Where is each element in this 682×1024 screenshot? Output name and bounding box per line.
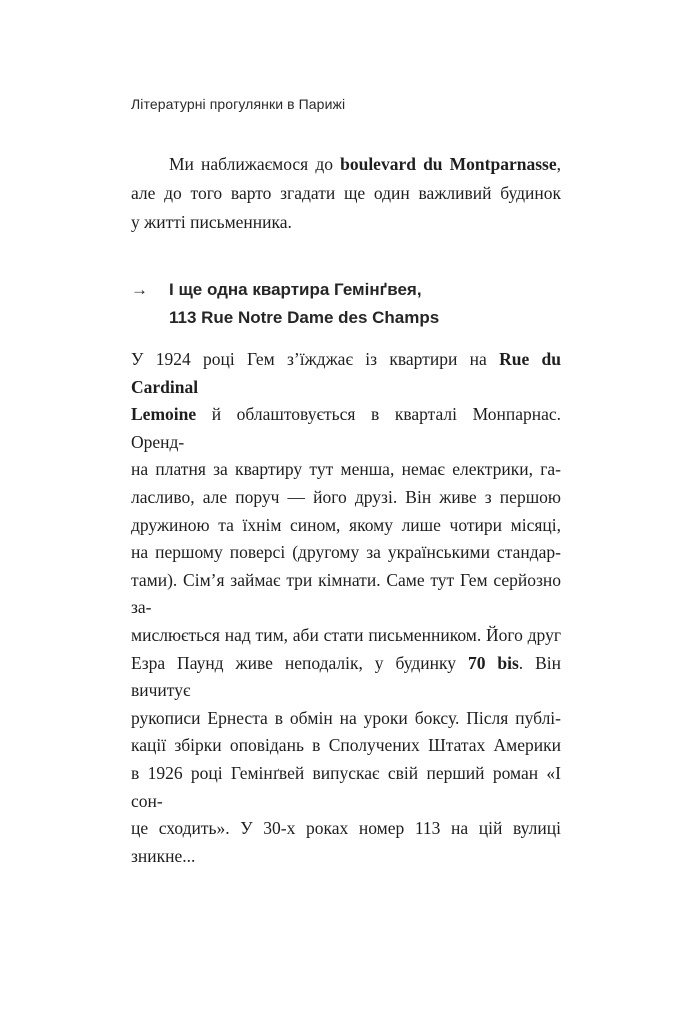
section-heading: [131, 276, 561, 332]
body-text: Езра Паунд живе неподалік, у будинку: [131, 652, 468, 673]
place-name: Rue du Cardinal: [131, 349, 561, 397]
body-line: дружиною та їхнім сином, якому лише чотири місяці,: [131, 514, 561, 535]
arrow-icon: →: [131, 280, 148, 299]
body-paragraph: [131, 346, 561, 870]
body-line: мислюється над тим, аби стати письменником. Його друг: [131, 624, 561, 645]
body-text: . Він вичитує: [131, 652, 562, 701]
body-line: [131, 650, 561, 705]
house-number: 70 bis: [467, 652, 519, 673]
body-line: кації збірки оповідань в Сполучених Штатах Америки: [131, 735, 561, 756]
body-line: [131, 401, 561, 456]
body-text: й облаштовується в кварталі Монпарнас. Оренд-: [131, 404, 561, 452]
body-line: тами). Сім’я займає три кімнати. Саме тут Гем серйозно за-: [131, 569, 561, 618]
body-line: ласливо, але поруч — його друзі. Він живе з першою: [131, 486, 561, 507]
place-name: Lemoine: [131, 404, 197, 425]
intro-paragraph: [131, 150, 561, 237]
body-text: У 1924 році Гем з’їжджає із квартири на: [131, 349, 500, 369]
section-title-line-1: І ще одна квартира Гемінґвея,: [169, 280, 422, 299]
body-line: в 1926 році Гемінґвей випускає свій перший роман «І сон-: [131, 762, 561, 811]
place-name: boulevard du Montparnasse: [340, 154, 557, 174]
intro-line-2: але до того варто згадати ще один важливий будинок: [131, 183, 561, 203]
intro-text: ,: [556, 154, 561, 174]
body-line: [131, 346, 561, 401]
body-line: це сходить». У 30-х роках номер 113 на цій вулиці зникне...: [131, 818, 561, 866]
section-title-line-2: 113 Rue Notre Dame des Champs: [169, 308, 440, 327]
running-head: Літературні прогулянки в Парижі: [131, 96, 346, 112]
body-line: рукописи Ернеста в обмін на уроки боксу. Після публі-: [131, 707, 561, 728]
intro-line-3: у житті письменника.: [131, 212, 292, 232]
body-line: на платня за квартиру тут менша, немає електрики, га-: [131, 459, 561, 480]
body-line: на першому поверсі (другому за українськими стандар-: [131, 542, 561, 563]
intro-text: Ми наближаємося до: [169, 154, 341, 174]
intro-line-1: [131, 150, 561, 179]
